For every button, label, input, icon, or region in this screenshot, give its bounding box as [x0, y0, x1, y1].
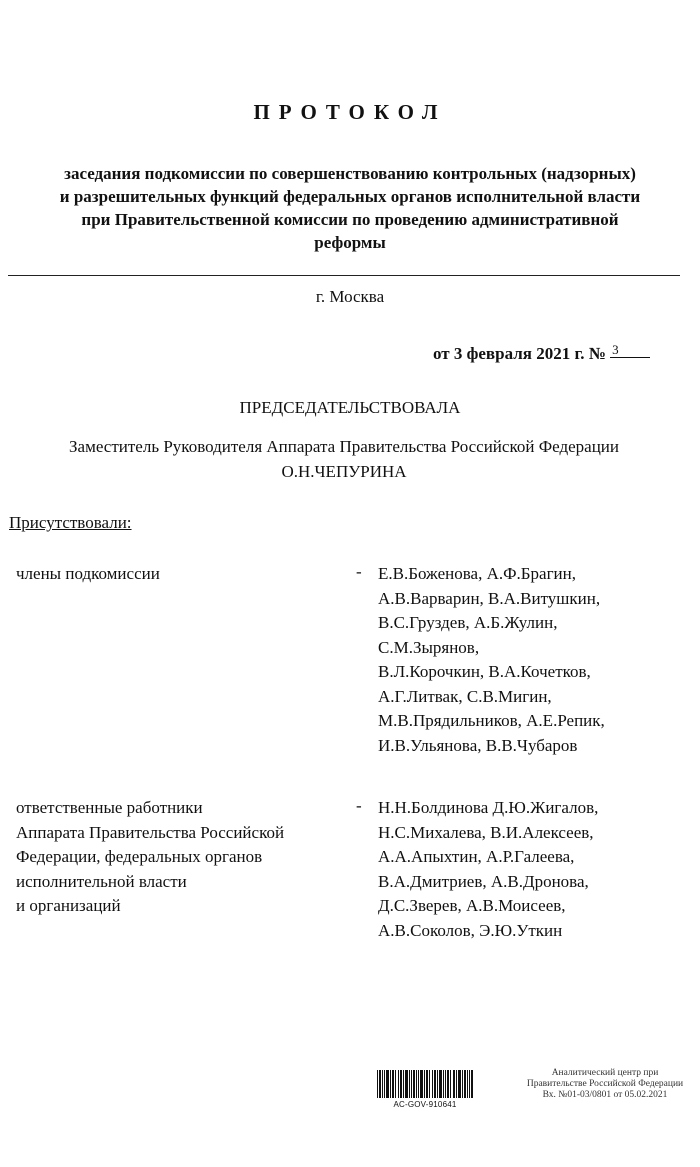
chair-name: О.Н.ЧЕПУРИНА [281, 462, 407, 481]
document-subtitle [0, 162, 700, 254]
group-label-line: Федерации, федеральных органов [16, 847, 263, 866]
protocol-date-number [433, 343, 650, 364]
stamp-line: Аналитический центр при [551, 1068, 659, 1078]
attendee-name-line: А.Г.Литвак, С.В.Мигин, [378, 686, 552, 706]
protocol-number: 3 [610, 343, 650, 358]
group-label-line: исполнительной власти [16, 871, 187, 891]
attendee-name-line: В.А.Дмитриев, А.В.Дронова, [378, 871, 589, 891]
attendee-names [378, 562, 605, 758]
attendee-name-line: В.Л.Корочкин, В.А.Кочетков, [378, 662, 591, 681]
group-dash: - [356, 796, 362, 815]
subtitle-line: и разрешительных функций федеральных органов исполнительной власти [59, 187, 641, 206]
barcode-icon [375, 1070, 475, 1098]
chaired-heading: ПРЕДСЕДАТЕЛЬСТВОВАЛА [239, 398, 461, 417]
stamp-line: Вх. №01-03/0801 от 05.02.2021 [542, 1090, 668, 1100]
attendee-group-label [16, 562, 160, 587]
attendee-name-line: Д.С.Зверев, А.В.Моисеев, [378, 896, 566, 915]
group-label-line: члены подкомиссии [16, 564, 160, 583]
city: г. Москва [315, 287, 385, 306]
attendee-name-line: Н.С.Михалева, В.И.Алексеев, [378, 822, 594, 842]
group-dash: - [356, 562, 362, 581]
attendee-name-line: С.М.Зырянов, [378, 637, 480, 657]
attendee-name-line: И.В.Ульянова, В.В.Чубаров [378, 735, 578, 755]
present-heading: Присутствовали: [9, 513, 132, 532]
attendee-group-label [16, 796, 284, 919]
protocol-date: от 3 февраля 2021 г. № [433, 344, 611, 363]
registration-stamp [512, 1068, 698, 1101]
attendee-name-line: А.В.Соколов, Э.Ю.Уткин [378, 920, 563, 940]
group-label-line: Аппарата Правительства Российской [16, 822, 285, 842]
barcode-block [375, 1070, 475, 1109]
attendee-names [378, 796, 598, 943]
document-title: ПРОТОКОЛ [253, 100, 447, 124]
stamp-line: Правительстве Российской Федерации [526, 1079, 684, 1089]
attendee-name-line: Н.Н.Болдинова Д.Ю.Жигалов, [378, 798, 599, 817]
chair-position: Заместитель Руководителя Аппарата Правительства Российской Федерации [69, 437, 619, 456]
attendee-name-line: В.С.Груздев, А.Б.Жулин, [378, 613, 558, 632]
header-divider [8, 275, 680, 276]
group-label-line: ответственные работники [16, 798, 203, 817]
attendee-name-line: А.В.Варварин, В.А.Витушкин, [378, 588, 601, 608]
attendee-name-line: А.А.Апыхтин, А.Р.Галеева, [378, 847, 575, 866]
subtitle-line: реформы [314, 233, 386, 252]
attendee-name-line: Е.В.Боженова, А.Ф.Брагин, [378, 564, 577, 583]
barcode-number: AC-GOV-910641 [393, 1100, 457, 1109]
group-label-line: и организаций [16, 896, 121, 915]
subtitle-line: при Правительственной комиссии по проведению административной [81, 210, 619, 229]
subtitle-line: заседания подкомиссии по совершенствованию контрольных (надзорных) [64, 164, 636, 183]
attendee-name-line: М.В.Прядильников, А.Е.Репик, [378, 711, 605, 730]
